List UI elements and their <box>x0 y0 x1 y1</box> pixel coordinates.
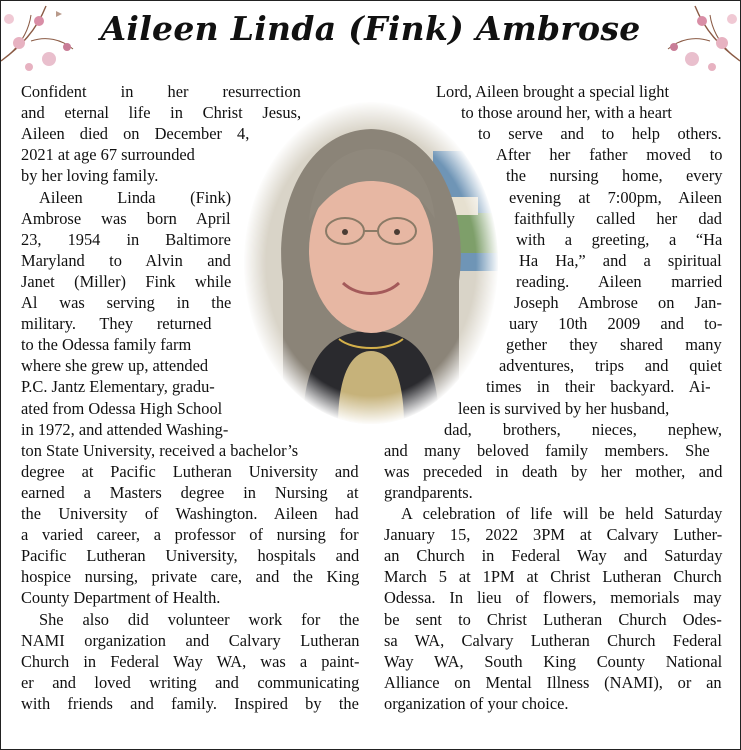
left-column-line: Maryland to Alvin and <box>21 250 231 270</box>
right-column-line: an Church in Federal Way and Saturday <box>384 546 723 566</box>
left-column-line: Pacific Lutheran University, hospitals and <box>21 546 360 566</box>
right-column-line: uary 10th 2009 and to- <box>509 314 723 334</box>
left-column-line: to the Odessa family farm <box>21 335 192 355</box>
right-column-line: the nursing home, every <box>506 166 723 186</box>
left-column-line: P.C. Jantz Elementary, gradu- <box>21 377 215 397</box>
right-column-line: Way WA, South King County National <box>384 651 723 671</box>
left-column-line: in 1972, and attended Washing- <box>21 419 229 439</box>
right-column-line: to serve and to help others. <box>478 124 722 144</box>
left-column-line: Ambrose was born April <box>21 208 231 228</box>
right-column-line: Lord, Aileen brought a special light <box>436 82 670 101</box>
left-column-line: Church in Federal Way WA, was a paint- <box>21 651 360 671</box>
left-column-line: by her loving family. <box>21 166 159 186</box>
left-column-line: where she grew up, attended <box>21 356 209 376</box>
right-column-line: faithfully called her dad <box>514 208 723 228</box>
right-column-line: Ha Ha,” and a spiritual <box>519 250 722 270</box>
left-column-line: ton State University, received a bachelor’s <box>21 440 299 460</box>
obituary-title: Aileen Linda (Fink) Ambrose <box>100 9 641 48</box>
left-column-line: Aileen died on December 4, <box>21 124 250 144</box>
left-column-line: County Department of Health. <box>21 588 221 608</box>
left-column-line: ated from Odessa High School <box>21 398 223 418</box>
left-column-line: a varied career, a professor of nursing for <box>21 525 359 545</box>
left-column-line: hospice nursing, private care, and the King <box>21 567 360 587</box>
left-column-line: Aileen Linda (Fink) <box>39 187 232 207</box>
right-column-line: organization of your choice. <box>384 693 569 713</box>
right-column-line: March 5 at 1PM at Christ Lutheran Church <box>384 567 722 587</box>
left-column-line: the University of Washington. Aileen had <box>21 504 359 523</box>
right-column-line: to those around her, with a heart <box>461 103 672 123</box>
right-column-line: was preceded in death by her mother, and <box>384 461 723 481</box>
right-column-line: be sent to Christ Lutheran Church Odes- <box>384 609 722 629</box>
portrait-photo <box>243 101 499 426</box>
left-column-line: and eternal life in Christ Jesus, <box>21 103 302 123</box>
right-column-line: evening at 7:00pm, Aileen <box>509 187 722 207</box>
left-column-line: 2021 at age 67 surrounded <box>21 145 195 165</box>
left-column-line: She also did volunteer work for the <box>39 609 360 629</box>
right-column-line: sa WA, Calvary Lutheran Church Federal <box>384 630 722 650</box>
right-column-line: January 15, 2022 3PM at Calvary Luther- <box>384 525 723 545</box>
left-column-line: degree at Pacific Lutheran University and <box>21 461 359 481</box>
right-column-line: with a greeting, a “Ha <box>516 229 723 249</box>
right-column-line: dad, brothers, nieces, nephew, <box>444 419 722 439</box>
left-column-line: Al was serving in the <box>21 293 232 312</box>
right-column-line: Odessa. In lieu of flowers, memorials may <box>384 588 722 608</box>
left-column-line: er and loved writing and communicating <box>21 672 360 692</box>
right-column-line: gether they shared many <box>506 335 722 355</box>
left-column-line: NAMI organization and Calvary Lutheran <box>21 630 360 650</box>
right-column-line: leen is survived by her husband, <box>458 398 670 418</box>
right-column-line: times in their backyard. Ai- <box>486 377 711 397</box>
left-column-line: Confident in her resurrection <box>21 82 301 101</box>
right-column-line: After her father moved to <box>496 145 723 165</box>
left-column-line: Janet (Miller) Fink while <box>21 271 232 291</box>
left-column-line: 23, 1954 in Baltimore <box>21 229 231 249</box>
right-column-line: Alliance on Mental Illness (NAMI), or an <box>384 672 722 692</box>
right-column-line: and many beloved family members. She <box>384 440 710 460</box>
right-column-line: adventures, trips and quiet <box>499 356 722 376</box>
right-column-line: A celebration of life will be held Saturday <box>401 504 723 523</box>
left-column-line: with friends and family. Inspired by the <box>21 693 359 713</box>
right-column-line: Joseph Ambrose on Jan- <box>514 293 722 312</box>
left-column-line: military. They returned <box>21 314 212 334</box>
left-column-line: earned a Masters degree in Nursing at <box>21 482 359 502</box>
right-column-line: reading. Aileen married <box>516 271 723 291</box>
right-column-line: grandparents. <box>384 482 473 502</box>
